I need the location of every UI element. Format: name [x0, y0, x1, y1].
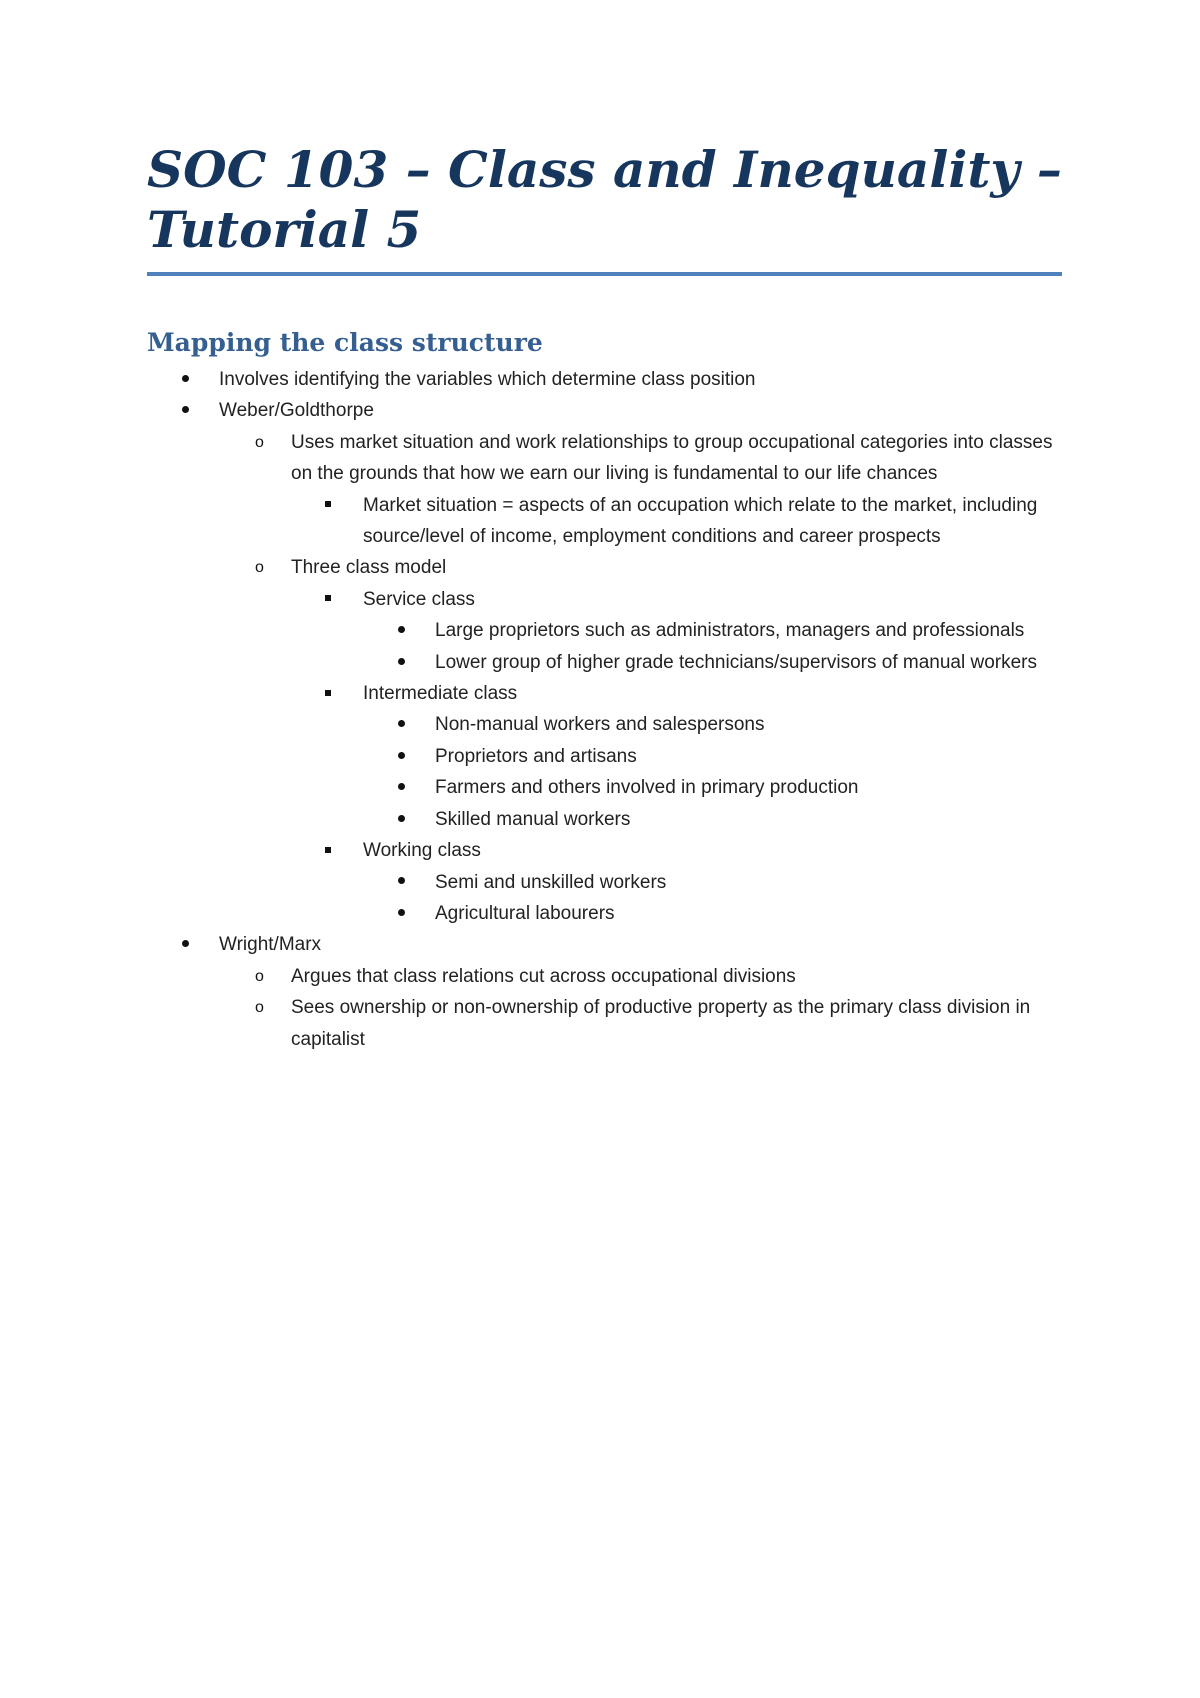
bullet-circle-icon: o: [255, 433, 264, 451]
title-underline: [147, 272, 1062, 276]
list-item: [363, 647, 1062, 678]
list-item: [363, 709, 1062, 740]
list-item-text: Three class model: [291, 557, 447, 579]
bullet-dot-icon: [182, 364, 189, 395]
bullet-circle-icon: o: [255, 967, 264, 985]
sub-list: [363, 615, 1062, 678]
list-item-text: Service class: [363, 588, 475, 610]
list-item-text: Large proprietors such as administrators, managers and professionals: [435, 620, 1025, 642]
sub-list: [363, 867, 1062, 930]
section-heading: Mapping the class structure: [147, 328, 543, 357]
bullet-dot-icon: [398, 709, 405, 740]
list-item: [291, 678, 1062, 835]
bullet-dot-icon: [398, 804, 405, 835]
list-item: [291, 490, 1062, 553]
bullet-square-icon: [325, 678, 331, 709]
bullet-dot-icon: [182, 929, 189, 960]
list-item-text: Involves identifying the variables which determine class position: [219, 369, 756, 390]
list-item-text: Semi and unskilled workers: [435, 871, 667, 893]
bullet-circle-icon: o: [255, 999, 264, 1017]
list-item-text: Weber/Goldthorpe: [219, 400, 374, 422]
list-item: [147, 395, 1062, 929]
list-item-text: Market situation = aspects of an occupation which relate to the market, including source/level of income, employment conditions and career prospects: [363, 494, 1038, 548]
bullet-square-icon: [325, 584, 331, 615]
list-item-text: Lower group of higher grade technicians/supervisors of manual workers: [435, 651, 1037, 673]
bullet-dot-icon: [398, 898, 405, 929]
list-item: [363, 804, 1062, 835]
list-item: [219, 427, 1062, 553]
list-item-text: Non-manual workers and salespersons: [435, 714, 765, 736]
list-item: [363, 898, 1062, 929]
list-item-text: Working class: [363, 840, 481, 862]
list-item-text: Sees ownership or non-ownership of productive property as the primary class division in capitalist: [291, 997, 1031, 1050]
document-title: SOC 103 – Class and Inequality –Tutorial 5: [147, 140, 1062, 259]
list-item: [219, 992, 1062, 1055]
list-item: [291, 835, 1062, 929]
list-item-text: Agricultural labourers: [435, 902, 615, 924]
bullet-square-icon: [325, 490, 331, 521]
list-item: [363, 867, 1062, 898]
bullet-circle-icon: o: [255, 559, 264, 577]
list-item: [363, 772, 1062, 803]
list-item-text: Argues that class relations cut across occupational divisions: [291, 965, 796, 987]
bullet-dot-icon: [182, 395, 189, 426]
sub-list: [219, 427, 1062, 930]
sub-list: [291, 490, 1062, 553]
bullet-square-icon: [325, 835, 331, 866]
list-item: [147, 929, 1062, 1055]
list-item: [219, 552, 1062, 929]
sub-list: [291, 584, 1062, 929]
bullet-dot-icon: [398, 615, 405, 646]
list-item: [147, 364, 1062, 395]
list-item: [363, 615, 1062, 646]
sub-list: [219, 961, 1062, 1055]
list-item: [363, 741, 1062, 772]
list-item-text: Skilled manual workers: [435, 808, 631, 830]
list-item: [291, 584, 1062, 678]
list-item-text: Uses market situation and work relationships to group occupational categories into classes on the grounds that how we earn our living is fundamental to our life chances: [291, 431, 1053, 485]
bullet-list: [147, 364, 1062, 1055]
document-page: [147, 140, 1062, 1055]
sub-list: [363, 709, 1062, 835]
list-item-text: Wright/Marx: [219, 934, 322, 956]
bullet-dot-icon: [398, 647, 405, 678]
list-item-text: Intermediate class: [363, 683, 518, 705]
list-item-text: Farmers and others involved in primary production: [435, 777, 859, 799]
bullet-dot-icon: [398, 772, 405, 803]
list-item-text: Proprietors and artisans: [435, 745, 637, 767]
bullet-dot-icon: [398, 741, 405, 772]
list-item: [219, 961, 1062, 992]
bullet-dot-icon: [398, 867, 405, 898]
